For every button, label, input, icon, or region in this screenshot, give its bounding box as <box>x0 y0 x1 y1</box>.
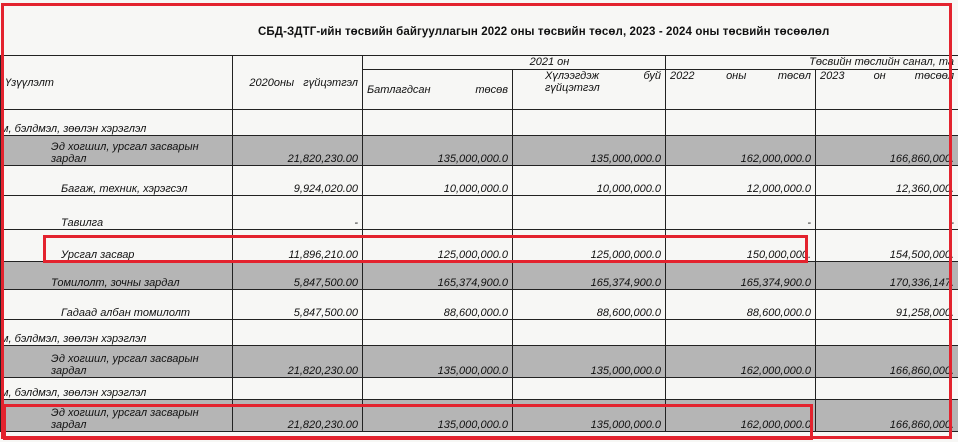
row-value: - <box>666 196 816 230</box>
row-value: 11,896,210.00 <box>233 230 363 262</box>
row-value <box>816 378 958 400</box>
table-row <box>1 320 958 346</box>
row-value: 166,860,000. <box>816 400 958 432</box>
row-label: Эд хогшил, урсгал засварын зардал <box>1 346 233 378</box>
row-value <box>363 196 513 230</box>
table-row <box>1 136 958 166</box>
row-value: 166,860,000. <box>816 136 958 166</box>
row-label: м, бэлдмэл, зөөлэн хэрэглэл <box>1 320 233 346</box>
row-value: 9,924,020.00 <box>233 166 363 196</box>
row-value: 165,374,900.0 <box>513 262 666 290</box>
header-expected-actual: Хүлээгдэж буй гүйцэтгэл <box>513 70 666 110</box>
row-value: 10,000,000.0 <box>363 166 513 196</box>
row-value: 165,374,900.0 <box>666 262 816 290</box>
row-value: 135,000,000.0 <box>363 136 513 166</box>
row-label: Багаж, техник, хэрэгсэл <box>1 166 233 196</box>
table-row <box>1 400 958 432</box>
row-value <box>666 378 816 400</box>
row-value <box>513 196 666 230</box>
row-value: 165,374,900.0 <box>363 262 513 290</box>
row-value: 135,000,000.0 <box>363 400 513 432</box>
row-label: Гадаад албан томилолт <box>1 290 233 320</box>
row-value <box>233 110 363 136</box>
row-value: 150,000,000. <box>666 230 816 262</box>
row-value: 170,336,147. <box>816 262 958 290</box>
budget-table-body <box>1 110 958 432</box>
row-value: 88,600,000.0 <box>363 290 513 320</box>
row-value <box>513 378 666 400</box>
row-value <box>363 378 513 400</box>
row-value <box>816 320 958 346</box>
row-value: 12,360,000. <box>816 166 958 196</box>
table-row <box>1 196 958 230</box>
row-value: 12,000,000.0 <box>666 166 816 196</box>
row-value <box>816 110 958 136</box>
row-value: 5,847,500.00 <box>233 290 363 320</box>
row-value: 162,000,000.0 <box>666 136 816 166</box>
row-value: 5,847,500.00 <box>233 262 363 290</box>
row-value <box>363 320 513 346</box>
header-2020-actual: 2020оны гүйцэтгэл <box>233 56 363 110</box>
row-label: Эд хогшил, урсгал засварын зардал <box>1 400 233 432</box>
table-row <box>1 378 958 400</box>
row-label: Тавилга <box>1 196 233 230</box>
row-value: 21,820,230.00 <box>233 346 363 378</box>
row-value <box>666 110 816 136</box>
table-row <box>1 262 958 290</box>
table-row <box>1 230 958 262</box>
document-title: СБД-ЗДТГ-ийн төсвийн байгууллагын 2022 оны төсвийн төсөл, 2023 - 2024 оны төсвийн төсөөлөл <box>258 26 830 38</box>
row-value: - <box>816 196 958 230</box>
row-value: 10,000,000.0 <box>513 166 666 196</box>
row-value <box>513 110 666 136</box>
row-value <box>363 110 513 136</box>
row-label: Эд хогшил, урсгал засварын зардал <box>1 136 233 166</box>
row-value: 166,860,000. <box>816 346 958 378</box>
row-value: 162,000,000.0 <box>666 400 816 432</box>
budget-table <box>0 55 958 432</box>
row-value: 154,500,000. <box>816 230 958 262</box>
row-value: - <box>233 196 363 230</box>
row-value <box>513 320 666 346</box>
row-value: 135,000,000.0 <box>363 346 513 378</box>
header-group-2021: 2021 он <box>363 56 666 70</box>
row-value <box>233 378 363 400</box>
row-value <box>233 320 363 346</box>
row-label: Урсгал засвар <box>1 230 233 262</box>
row-value: 162,000,000.0 <box>666 346 816 378</box>
row-value: 135,000,000.0 <box>513 346 666 378</box>
row-label: м, бэлдмэл, зөөлэн хэрэглэл <box>1 110 233 136</box>
table-row <box>1 166 958 196</box>
table-row <box>1 110 958 136</box>
row-value: 125,000,000.0 <box>513 230 666 262</box>
header-approved-budget: Батлагдсан төсөв <box>363 70 513 110</box>
header-group-forecast: Төсвийн төслийн санал, та <box>666 56 958 70</box>
row-value: 88,600,000.0 <box>513 290 666 320</box>
header-2023-forecast: 2023 он төсөөл <box>816 70 958 110</box>
row-value: 21,820,230.00 <box>233 136 363 166</box>
row-value: 135,000,000.0 <box>513 136 666 166</box>
row-value: 91,258,000. <box>816 290 958 320</box>
row-label: м, бэлдмэл, зөөлэн хэрэглэл <box>1 378 233 400</box>
header-2022-draft: 2022 оны төсөл <box>666 70 816 110</box>
row-value: 125,000,000.0 <box>363 230 513 262</box>
row-value <box>666 320 816 346</box>
row-value: 21,820,230.00 <box>233 400 363 432</box>
row-label: Томилолт, зочны зардал <box>1 262 233 290</box>
table-row <box>1 290 958 320</box>
row-value: 88,600,000.0 <box>666 290 816 320</box>
row-value: 135,000,000.0 <box>513 400 666 432</box>
header-indicator: Үзүүлэлт <box>1 56 233 110</box>
table-row <box>1 346 958 378</box>
